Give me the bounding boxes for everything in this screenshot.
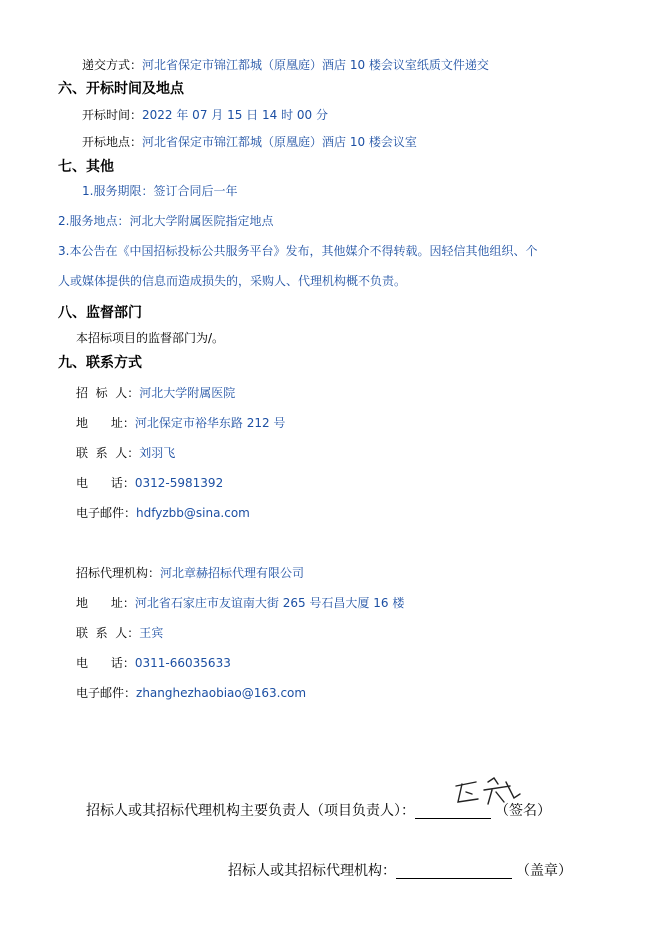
tenderer-name: 河北大学附属医院	[139, 386, 236, 400]
tenderer-phone-line	[76, 475, 223, 491]
agency-phone: 0311-66035633	[134, 656, 231, 670]
agency-seal-line	[228, 863, 572, 879]
responsible-signature-blank	[415, 804, 491, 819]
opening-place-line	[82, 134, 417, 150]
agency-address-line	[76, 595, 404, 611]
tenderer-contact-label: 联 系 人：	[76, 446, 140, 460]
opening-place-label: 开标地点：	[82, 135, 143, 149]
opening-time-line	[82, 107, 328, 123]
opening-place-value: 河北省保定市锦江都城（原凰庭）酒店 10 楼会议室	[142, 135, 417, 149]
responsible-label: 招标人或其招标代理机构主要负责人（项目负责人）：	[86, 803, 415, 819]
tenderer-address-line	[76, 415, 285, 431]
submission-method-value: 河北省保定市锦江都城（原凰庭）酒店 10 楼会议室纸质文件递交	[142, 58, 489, 72]
tenderer-email-label: 电子邮件：	[76, 506, 137, 520]
agency-name-line	[76, 565, 304, 581]
responsible-suffix: （签名）	[495, 803, 551, 819]
tenderer-phone: 0312-5981392	[134, 476, 224, 490]
agency-contact: 王宾	[139, 626, 164, 640]
agency-contact-line	[76, 625, 163, 641]
tenderer-name-line	[76, 385, 235, 401]
other-item-3-continued: 人或媒体提供的信息而造成损失的，采购人、代理机构概不负责。	[58, 274, 407, 288]
agency-email-label: 电子邮件：	[76, 686, 137, 700]
responsible-signature-line	[86, 803, 551, 819]
opening-time-label: 开标时间：	[82, 108, 143, 122]
agency-email: zhanghezhaobiao@163.com	[136, 686, 307, 700]
agency-phone-line	[76, 655, 231, 671]
section-9-heading: 九、联系方式	[58, 355, 142, 371]
tenderer-contact: 刘羽飞	[139, 446, 176, 460]
section-8-heading: 八、监督部门	[58, 305, 142, 321]
opening-time-value: 2022 年 07 月 15 日 14 时 00 分	[142, 108, 328, 122]
agency-address: 河北省石家庄市友谊南大街 265 号石昌大厦 16 楼	[134, 596, 405, 610]
tenderer-email-line	[76, 505, 250, 521]
agency-seal-blank	[396, 864, 512, 879]
agency-address-label: 地 址：	[76, 596, 135, 610]
other-item-1: 1.服务期限：签订合同后一年	[82, 184, 238, 198]
tenderer-email: hdfyzbb@sina.com	[136, 506, 250, 520]
tenderer-address: 河北保定市裕华东路 212 号	[134, 416, 286, 430]
tenderer-contact-line	[76, 445, 175, 461]
agency-phone-label: 电 话：	[76, 656, 135, 670]
agency-name-label: 招标代理机构：	[76, 566, 161, 580]
tenderer-phone-label: 电 话：	[76, 476, 135, 490]
other-item-2: 2.服务地点：河北大学附属医院指定地点	[58, 214, 274, 228]
tenderer-address-label: 地 址：	[76, 416, 135, 430]
agency-seal-label: 招标人或其招标代理机构：	[228, 863, 396, 879]
submission-method-label: 递交方式：	[82, 58, 143, 72]
agency-email-line	[76, 685, 306, 701]
tenderer-name-label: 招 标 人：	[76, 386, 140, 400]
supervision-text: 本招标项目的监督部门为/。	[76, 331, 225, 345]
submission-method-line	[82, 57, 489, 73]
section-7-heading: 七、其他	[58, 159, 114, 175]
agency-name: 河北章赫招标代理有限公司	[160, 566, 305, 580]
agency-seal-suffix: （盖章）	[516, 863, 572, 879]
section-6-heading: 六、开标时间及地点	[58, 81, 184, 97]
agency-contact-label: 联 系 人：	[76, 626, 140, 640]
other-item-3: 3.本公告在《中国招标投标公共服务平台》发布，其他媒介不得转载。因轻信其他组织、个	[58, 244, 538, 258]
